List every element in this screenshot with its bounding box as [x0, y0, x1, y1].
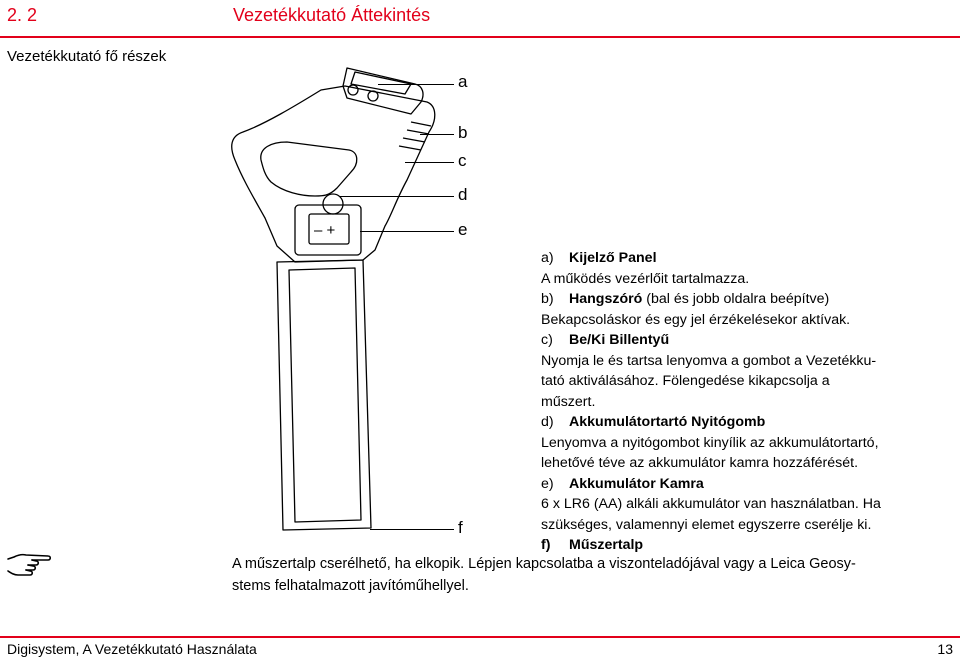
leader-d	[340, 196, 454, 197]
svg-text:– +: – +	[314, 222, 336, 239]
list-item: e) Akkumulátor Kamra	[541, 475, 704, 492]
list-item: f) Műszertalp	[541, 537, 644, 553]
list-item-body: műszert.	[541, 393, 596, 410]
list-item-body: Nyomja le és tartsa lenyomva a gombot a Vezetékku-	[541, 352, 877, 369]
list-item-body: Bekapcsoláskor és egy jel érzékelésekor aktívak.	[541, 311, 851, 328]
chapter-number: 2. 2	[7, 5, 38, 25]
chapter-title: Vezetékkutató Áttekintés	[233, 5, 431, 25]
footer-rule	[0, 636, 960, 638]
leader-b	[420, 134, 454, 135]
note-text: A műszertalp cserélhető, ha elkopik. Lépjen kapcsolatba a viszonteladójával vagy a Leica Geosy- stems felhatalmazott javítóműhellyel.	[232, 556, 856, 594]
leader-e	[360, 231, 454, 232]
parts-list	[541, 248, 956, 556]
pointing-hand-icon	[6, 549, 52, 579]
list-item: c) Be/Ki Billentyű	[541, 332, 670, 348]
callout-e: e	[458, 220, 468, 239]
list-item-body: lehetővé téve az akkumulátor kamra hozzáférését.	[541, 455, 859, 471]
list-item-body: Lenyomva a nyitógombot kinyílik az akkumulátortartó,	[541, 434, 879, 451]
list-item-body: tató aktiválásához. Fölengedése kikapcsolja a	[541, 373, 830, 389]
callout-a: a	[458, 72, 468, 91]
callout-f: f	[458, 518, 463, 537]
list-item-body: A működés vezérlőit tartalmazza.	[541, 270, 750, 287]
callout-c: c	[458, 151, 467, 170]
leader-f	[370, 529, 454, 530]
leader-c	[405, 162, 454, 163]
callout-b: b	[458, 123, 468, 142]
leader-a	[378, 84, 454, 85]
list-item-body: szükséges, valamennyi elemet egyszerre cserélje ki.	[541, 516, 872, 533]
cable-locator-illustration	[225, 50, 468, 550]
list-item-body: 6 x LR6 (AA) alkáli akkumulátor van használatban. Ha	[541, 496, 881, 512]
footer-title: Digisystem, A Vezetékkutató Használata	[7, 641, 257, 657]
page-number: 13	[937, 641, 953, 657]
section-heading: Vezetékkutató fő részek	[7, 48, 167, 65]
list-item: a) Kijelző Panel	[541, 250, 657, 266]
list-item: b) Hangszóró (bal és jobb oldalra beépítve)	[541, 291, 830, 307]
list-item: d) Akkumulátortartó Nyitógomb	[541, 414, 766, 430]
header-rule	[0, 36, 960, 38]
callout-d: d	[458, 185, 468, 204]
